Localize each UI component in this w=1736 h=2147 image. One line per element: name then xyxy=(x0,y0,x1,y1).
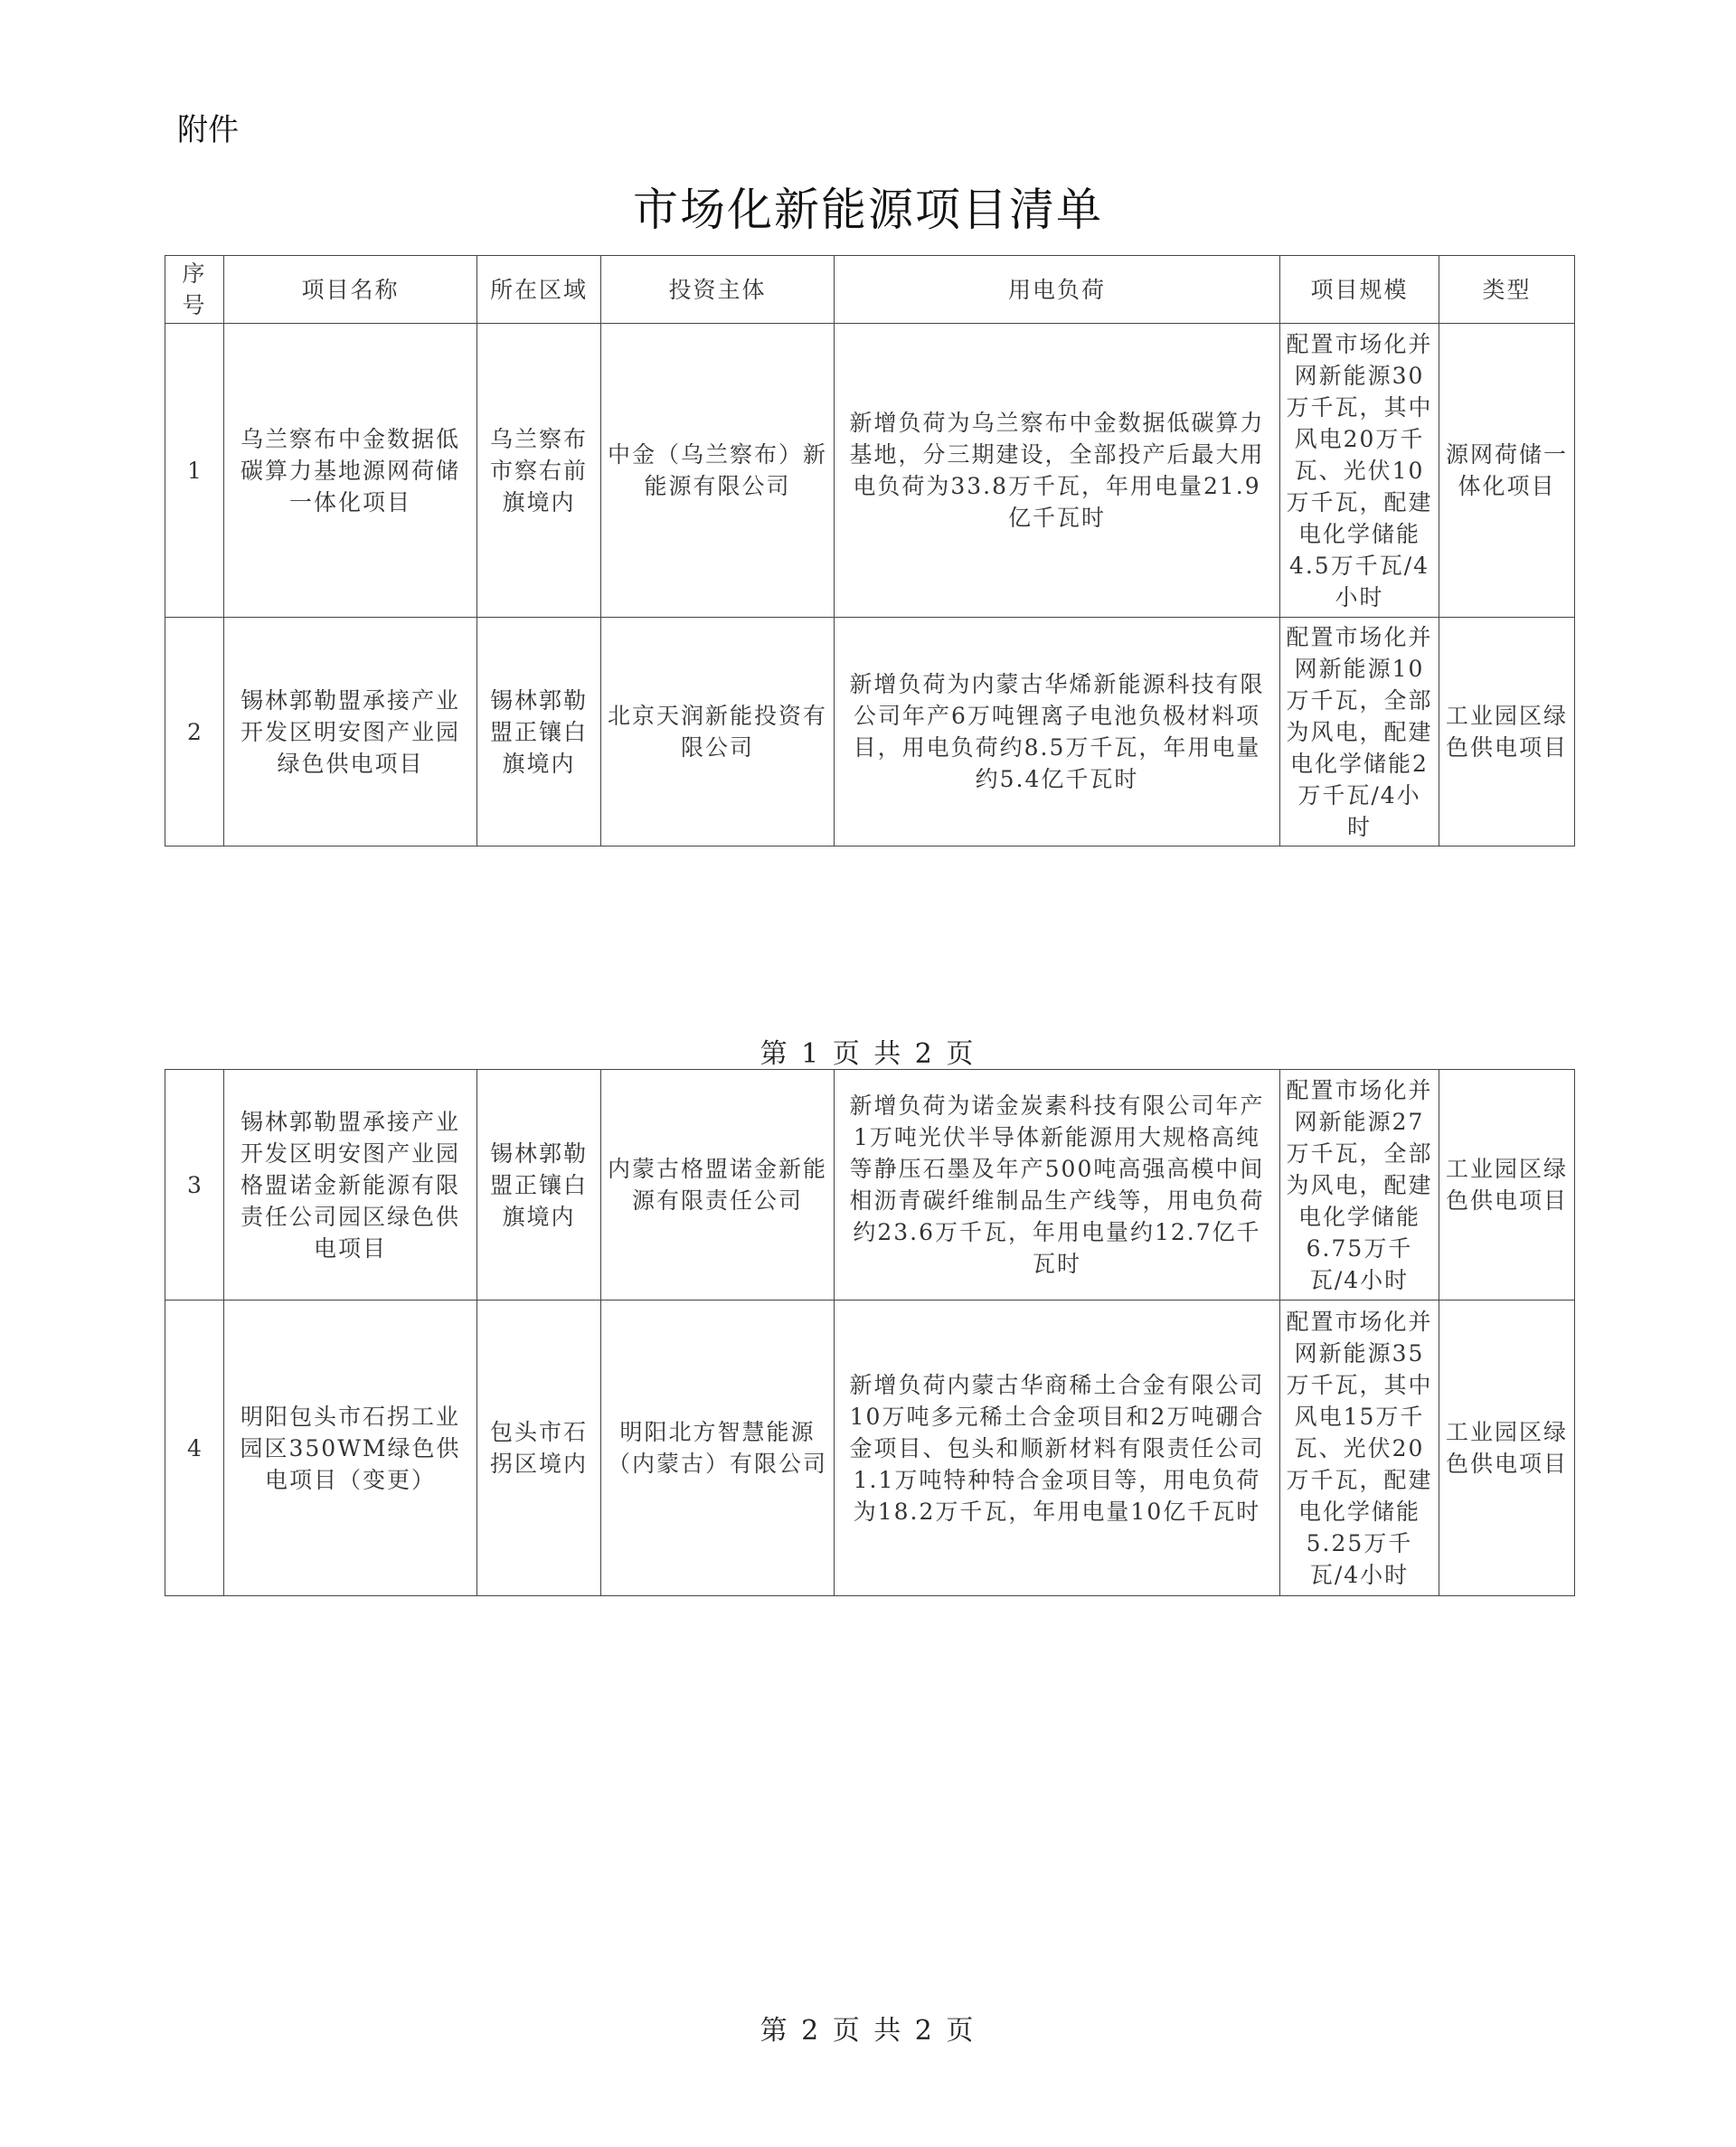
page-number-2: 第 2 页 共 2 页 xyxy=(760,2015,976,2047)
cell-index: 1 xyxy=(165,324,224,618)
cell-project-scale: 配置市场化并网新能源30万千瓦，其中风电20万千瓦、光伏10万千瓦，配建电化学储能4.5万千瓦/4小时 xyxy=(1280,324,1439,618)
header-scale: 项目规模 xyxy=(1280,256,1439,324)
cell-type: 工业园区绿色供电项目 xyxy=(1439,1070,1575,1300)
cell-power-load: 新增负荷为诺金炭素科技有限公司年产1万吨光伏半导体新能源用大规格高纯等静压石墨及年产500吨高强高模中间相沥青碳纤维制品生产线等，用电负荷约23.6万千瓦，年用电量约12.7亿千瓦时 xyxy=(835,1070,1280,1300)
project-table-page-2 xyxy=(165,1069,1575,1596)
cell-project-scale: 配置市场化并网新能源35万千瓦，其中风电15万千瓦、光伏20万千瓦，配建电化学储能5.25万千瓦/4小时 xyxy=(1280,1300,1439,1596)
cell-power-load: 新增负荷为内蒙古华烯新能源科技有限公司年产6万吨锂离子电池负极材料项目，用电负荷约8.5万千瓦，年用电量约5.4亿千瓦时 xyxy=(835,618,1280,847)
header-investor: 投资主体 xyxy=(601,256,835,324)
cell-project-scale: 配置市场化并网新能源27万千瓦，全部为风电，配建电化学储能6.75万千瓦/4小时 xyxy=(1280,1070,1439,1300)
table-header-row xyxy=(165,256,1575,324)
header-region: 所在区域 xyxy=(477,256,601,324)
cell-index: 2 xyxy=(165,618,224,847)
cell-region: 乌兰察布市察右前旗境内 xyxy=(477,324,601,618)
attachment-label: 附件 xyxy=(177,112,239,148)
cell-region: 锡林郭勒盟正镶白旗境内 xyxy=(477,618,601,847)
cell-power-load: 新增负荷内蒙古华商稀土合金有限公司10万吨多元稀土合金项目和2万吨硼合金项目、包头和顺新材料有限责任公司1.1万吨特种特合金项目等，用电负荷为18.2万千瓦，年用电量10亿千瓦时 xyxy=(835,1300,1280,1596)
cell-project-name: 锡林郭勒盟承接产业开发区明安图产业园格盟诺金新能源有限责任公司园区绿色供电项目 xyxy=(224,1070,477,1300)
cell-project-name: 乌兰察布中金数据低碳算力基地源网荷储一体化项目 xyxy=(224,324,477,618)
table-row xyxy=(165,324,1575,618)
table-row xyxy=(165,1300,1575,1596)
cell-index: 4 xyxy=(165,1300,224,1596)
table-row xyxy=(165,618,1575,847)
cell-project-name: 明阳包头市石拐工业园区350WM绿色供电项目（变更） xyxy=(224,1300,477,1596)
cell-type: 工业园区绿色供电项目 xyxy=(1439,1300,1575,1596)
cell-type: 工业园区绿色供电项目 xyxy=(1439,618,1575,847)
cell-project-name: 锡林郭勒盟承接产业开发区明安图产业园绿色供电项目 xyxy=(224,618,477,847)
project-table-page-1 xyxy=(165,255,1575,847)
page-number-1: 第 1 页 共 2 页 xyxy=(760,1038,976,1070)
cell-index: 3 xyxy=(165,1070,224,1300)
cell-project-scale: 配置市场化并网新能源10万千瓦，全部为风电，配建电化学储能2万千瓦/4小时 xyxy=(1280,618,1439,847)
cell-region: 包头市石拐区境内 xyxy=(477,1300,601,1596)
cell-investor: 北京天润新能投资有限公司 xyxy=(601,618,835,847)
header-type: 类型 xyxy=(1439,256,1575,324)
table-row xyxy=(165,1070,1575,1300)
header-index: 序号 xyxy=(165,256,224,324)
cell-type: 源网荷储一体化项目 xyxy=(1439,324,1575,618)
cell-region: 锡林郭勒盟正镶白旗境内 xyxy=(477,1070,601,1300)
header-load: 用电负荷 xyxy=(835,256,1280,324)
cell-investor: 内蒙古格盟诺金新能源有限责任公司 xyxy=(601,1070,835,1300)
header-name: 项目名称 xyxy=(224,256,477,324)
cell-investor: 明阳北方智慧能源（内蒙古）有限公司 xyxy=(601,1300,835,1596)
cell-power-load: 新增负荷为乌兰察布中金数据低碳算力基地，分三期建设，全部投产后最大用电负荷为33.8万千瓦，年用电量21.9亿千瓦时 xyxy=(835,324,1280,618)
page-title: 市场化新能源项目清单 xyxy=(633,184,1103,236)
cell-investor: 中金（乌兰察布）新能源有限公司 xyxy=(601,324,835,618)
